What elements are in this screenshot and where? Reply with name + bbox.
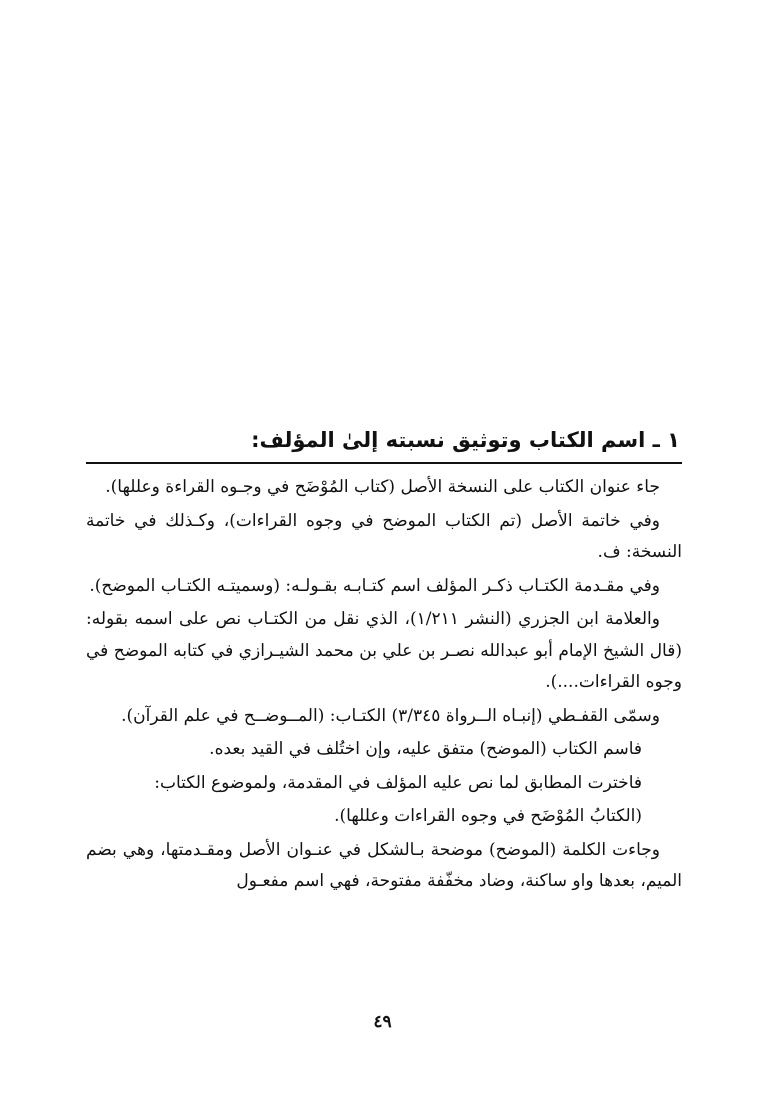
page-number: ٤٩ (373, 1012, 392, 1032)
page-body (86, 424, 682, 900)
paragraph-choice: فاخترت المطابق لما نص عليه المؤلف في المقدمة، ولموضوع الكتاب: (154, 772, 642, 793)
heading-underline (86, 462, 682, 464)
paragraph-qifti: وسمّى القفـطي (إنبـاه الــرواة ٣/٣٤٥) الكتـاب: (المــوضــح في علم القرآن). (121, 705, 660, 726)
paragraph-introduction: وفي مقـدمة الكتـاب ذكـر المؤلف اسم كتـابـه بقـولـه: (وسميتـه الكتـاب الموضح). (89, 575, 660, 596)
paragraph-ibn-aljazari: والعلامة ابن الجزري (النشر ١/٢١١)، الذي نقل من الكتـاب نص على اسمه بقوله: (قال الشيخ الإمام أبو عبدالله نصـر بن علي بن محمد الشيـرازي في كتابه الموضح في وجوه القراءات....). (86, 609, 682, 692)
paragraph-chosen-title: (الكتابُ المُوْضَح في وجوه القراءات وعللها). (334, 806, 642, 826)
paragraph-colophon: وفي خاتمة الأصل (تم الكتاب الموضح في وجوه القراءات)، وكـذلك في خاتمة النسخة: ف. (86, 510, 682, 562)
paragraph-conclusion: فاسم الكتاب (الموضح) متفق عليه، وإن اختُلف في القيد بعده. (209, 739, 642, 759)
section-heading: ١ ـ اسم الكتاب وتوثيق نسبته إلىٰ المؤلف: (251, 428, 680, 452)
paragraph-title-source: جاء عنوان الكتاب على النسخة الأصل (كتاب المُوْضَح في وجـوه القراءة وعللها). (105, 477, 660, 497)
paragraph-word-vocalization: وجاءت الكلمة (الموضح) موضحة بـالشكل في عنـوان الأصل ومقـدمتها، وهي بضم الميم، بعدها واو ساكنة، وضاد مخفّفة مفتوحة، فهي اسم مفعـول (86, 839, 682, 891)
